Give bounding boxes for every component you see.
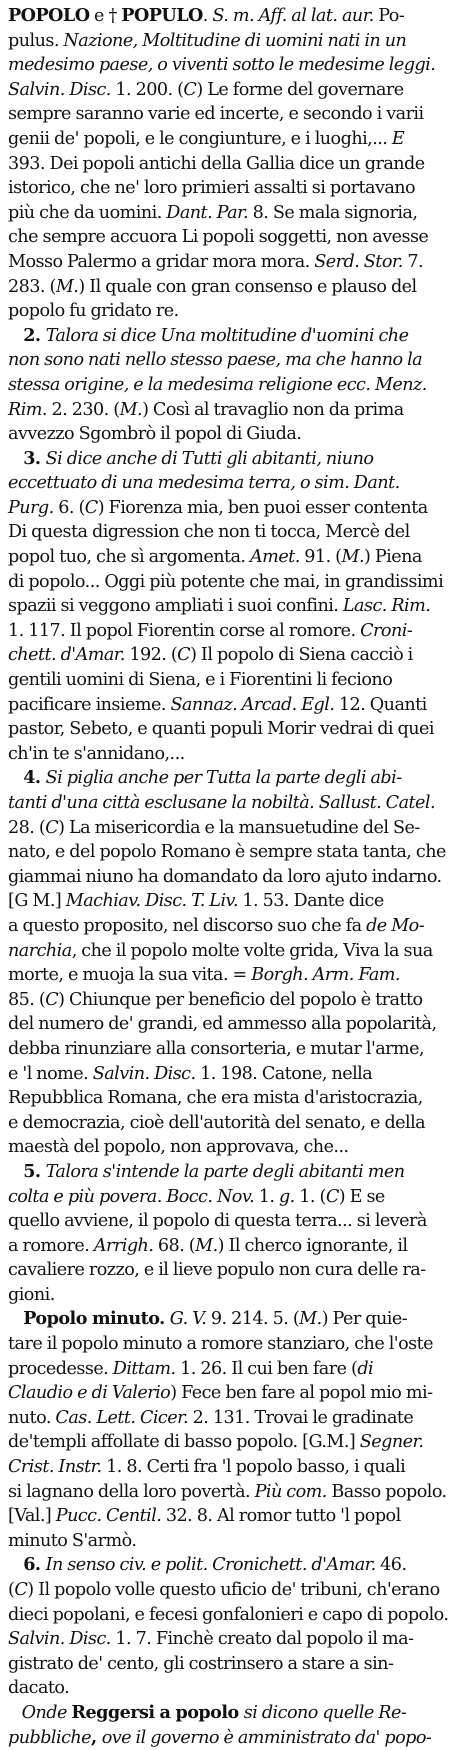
text-run: si dicono quelle Re- [243, 1702, 407, 1723]
text-run: istorico, che ne' loro primieri assalti si portavano [8, 178, 416, 199]
entry-text [8, 4, 463, 1750]
text-run: . [202, 6, 213, 26]
text-run: popol tuo, che sì argomenta. [8, 547, 251, 568]
text-line [8, 1406, 463, 1431]
text-line [8, 1529, 463, 1554]
text-run: cavaliere rozzo, e il lieve populo non cura delle ra- [8, 1260, 426, 1281]
text-run: C [325, 1186, 339, 1207]
text-line [8, 1553, 463, 1578]
text-run: 2. [8, 324, 46, 346]
text-run: Amet. [250, 547, 300, 568]
text-run: ) Per quie- [321, 1309, 408, 1330]
text-run: medesimo paese, o viventi sotto le medesime leggi. [8, 55, 436, 76]
text-run: più che da uomini. [8, 202, 167, 223]
text-run: Dant. Par. [166, 202, 249, 223]
text-run: 1. [254, 1186, 279, 1207]
text-run: [G M.] [8, 891, 66, 912]
text-run: ) Le forme del governare [196, 79, 404, 100]
text-run: popolo fu gridato re. [8, 301, 179, 322]
text-line [8, 299, 463, 324]
text-line [8, 545, 463, 570]
text-line [8, 1283, 463, 1308]
text-line [8, 250, 463, 275]
text-run: 68. ( [153, 1235, 196, 1256]
text-run: Talora s'intende la parte degli abitanti men [45, 1161, 405, 1182]
text-run: genii de' popoli, e le congiunture, e i luoghi,... [8, 128, 392, 149]
text-line [8, 324, 463, 349]
text-run: stessa origine, e la medesima religione ecc. Menz. [8, 374, 427, 395]
text-line [8, 791, 463, 816]
text-line [8, 1012, 463, 1037]
text-run: C [183, 79, 197, 100]
text-run: Claudio e di Valerio [8, 1383, 171, 1404]
text-run: 1. 200. ( [110, 79, 184, 100]
text-run: gistrato de' cento, gli costrinsero a stare a sin- [8, 1653, 394, 1674]
text-line [8, 1062, 463, 1087]
text-run: 7. [402, 251, 424, 272]
text-run: Di questa digression che non ti tocca, Mercè del [8, 522, 410, 543]
text-run: C [177, 645, 191, 666]
text-run: G. V. [169, 1309, 207, 1330]
text-run: 28. ( [8, 817, 46, 838]
text-run: pastor, Sebeto, e quanti populi Morir vedrai di quei [8, 719, 434, 740]
text-run: ) Il popolo di Siena cacciò i [190, 645, 413, 666]
text-run: M. [55, 276, 79, 297]
text-line [8, 865, 463, 890]
text-run: 2. 131. Trovai le gradinate [188, 1407, 414, 1428]
text-line [8, 963, 463, 988]
text-run: C [84, 497, 98, 518]
text-run: [Val.] [8, 1506, 56, 1527]
text-run: 1. 198. Catone, nella [195, 1063, 373, 1084]
text-line [8, 619, 463, 644]
text-run: sempre saranno varie ed incerte, e secondo i varii [8, 104, 424, 125]
text-line [8, 398, 463, 423]
text-run: 6. [8, 1554, 46, 1576]
text-run: tanti d'una città esclusane la nobiltà. Sallust. Catel. [8, 793, 436, 813]
text-line [8, 176, 463, 201]
text-run: nato, e del popolo Romano è sempre stata tanta, che [8, 842, 446, 863]
text-run: e democrazia, cioè dell'autorità del senato, e della [8, 1112, 426, 1133]
text-line [8, 152, 463, 177]
text-line [8, 594, 463, 619]
text-run: 192. ( [124, 645, 178, 666]
text-run: ) Così al travaglio non da prima [142, 399, 404, 420]
text-run: Salvin. Disc. [92, 1063, 196, 1084]
text-run: minuto S'armò. [8, 1530, 137, 1551]
text-run: ) Fece ben fare al popol mio mi- [170, 1383, 433, 1404]
text-line [8, 1086, 463, 1111]
text-run: a questo proposito, nel discorso suo che fa [8, 915, 367, 936]
text-run: C [45, 817, 59, 838]
text-line [8, 1135, 463, 1160]
text-line [8, 1332, 463, 1357]
text-run: C [45, 989, 59, 1010]
text-line [8, 693, 463, 718]
text-line [8, 225, 463, 250]
text-run: Pucc. Centil. [55, 1506, 162, 1527]
text-run: 5. [8, 1160, 46, 1182]
text-run: 1. 7. Finchè creato dal popolo il ma- [110, 1629, 414, 1650]
text-line [8, 29, 463, 54]
text-line [8, 422, 463, 447]
text-run: 6. ( [53, 497, 85, 518]
text-run: Salvin. Disc. [8, 1629, 111, 1650]
headword: POPOLO [8, 5, 90, 26]
text-run: colta e più povera. Bocc. Nov. [8, 1186, 255, 1207]
text-run: 85. ( [8, 989, 46, 1010]
text-run: Cas. Lett. Cicer. [55, 1407, 189, 1428]
text-run: 1. 53. Dante dice [237, 891, 384, 912]
text-run: ch'in te s'annidano,... [8, 743, 185, 764]
text-line [8, 816, 463, 841]
text-line [8, 840, 463, 865]
text-run: Nazione, Moltitudine di uomini nati in un [63, 30, 407, 51]
text-run: ( [8, 1580, 15, 1600]
text-run: Talora si dice Una moltitudine d'uomini che [45, 325, 409, 346]
text-run: ) Il quale con gran consenso e plauso del [78, 276, 417, 297]
text-line [8, 1185, 463, 1210]
text-run: Si dice anche di Tutti gli abitanti, niuno [45, 448, 374, 469]
text-run: a romore. [8, 1235, 94, 1256]
text-run: de'templi affollate di basso popolo. [G.M.] [8, 1432, 360, 1453]
text-line [8, 520, 463, 545]
text-run: M. [299, 1309, 322, 1330]
text-run: pulus. [8, 30, 64, 51]
text-run: pubbliche [8, 1727, 92, 1748]
text-line [8, 1357, 463, 1382]
text-run: Onde [8, 1702, 72, 1723]
text-line [8, 1701, 463, 1726]
text-run: ) Chiunque per beneficio del popolo è tratto [58, 989, 423, 1010]
text-run: Repubblica Romana, che era mista d'aristocrazia, [8, 1088, 423, 1109]
text-run: Serd. Stor. [314, 251, 403, 272]
text-run: spazii si veggono ampliati i suoi confini. [8, 596, 343, 617]
text-run: pacificare insieme. [8, 694, 171, 715]
text-line [8, 1578, 463, 1603]
text-run: 1. ( [294, 1186, 326, 1207]
text-run: maestà del popolo, non approvava, che... [8, 1137, 349, 1158]
text-run: Po- [373, 6, 405, 26]
text-run: nuto. [8, 1407, 56, 1428]
text-run: de Mo- [366, 915, 425, 936]
text-run: C [14, 1580, 28, 1600]
text-run: chett. d'Amar. [8, 645, 125, 666]
text-line [8, 1504, 463, 1529]
text-line [8, 914, 463, 939]
text-run: M. [195, 1235, 218, 1256]
text-run: 1. 117. Il popol Fiorentin corse al romore. [8, 620, 361, 641]
text-line [8, 53, 463, 78]
text-run: 1. 26. Il cui ben fare ( [175, 1358, 358, 1379]
text-run: di popolo... Oggi più potente che mai, in grandissimi [8, 571, 444, 592]
text-run: 283. ( [8, 276, 56, 297]
text-line [8, 1652, 463, 1677]
text-run: Si piglia anche per Tutta la parte degli abi- [45, 768, 402, 789]
text-run: g. [278, 1186, 295, 1207]
text-run: Salvin. Disc. [8, 79, 111, 100]
text-line [8, 4, 463, 29]
text-line [8, 496, 463, 521]
text-run: che sempre accuora Li popoli soggetti, non avesse [8, 227, 429, 248]
text-line [8, 373, 463, 398]
text-run: Sannaz. Arcad. Egl. [170, 694, 335, 715]
text-run: giammai niuno ha domandato da loro ajuto indarno. [8, 866, 442, 887]
text-line [8, 447, 463, 472]
text-run: M. [341, 547, 364, 568]
text-run: Arrigh. [93, 1235, 154, 1256]
text-run: 32. 8. Al romor tutto 'l popol [161, 1506, 401, 1527]
text-line [8, 1455, 463, 1480]
text-line [8, 668, 463, 693]
text-run: Borgh. Arm. Fam. [251, 965, 400, 986]
text-line [8, 1160, 463, 1185]
text-run: ) La misericordia e la mansuetudine del Se- [58, 817, 420, 838]
text-run: Segner. [359, 1432, 424, 1453]
text-run: 46. [375, 1555, 407, 1576]
text-run: gioni. [8, 1284, 55, 1305]
text-line [8, 1603, 463, 1628]
text-run: S. m. Aff. al lat. aur. [212, 6, 374, 26]
text-run: 8. Se mala signoria, [248, 202, 418, 223]
text-run: quello avviene, il popolo di questa terra... si leverà [8, 1211, 427, 1232]
text-line [8, 1627, 463, 1652]
text-run: dieci popolani, e fecesi gonfalonieri e capo di popolo. [8, 1604, 449, 1625]
text-run: eccettuato di una medesima terra, o sim. Dant. [8, 473, 400, 494]
text-run: Rim. [8, 399, 47, 420]
text-run: dacato. [8, 1678, 70, 1699]
text-line [8, 201, 463, 226]
text-line [8, 1381, 463, 1406]
text-line [8, 570, 463, 595]
text-line [8, 1307, 463, 1332]
text-line [8, 742, 463, 767]
text-run: 1. 8. Certi fra 'l popolo basso, i quali [101, 1457, 406, 1478]
text-line [8, 1726, 463, 1750]
text-line [8, 348, 463, 373]
text-run: Crist. Instr. [8, 1457, 102, 1478]
text-run: debba rinunziare alla consorteria, e mutar l'arme, [8, 1038, 425, 1059]
text-line [8, 1111, 463, 1136]
text-line [8, 1209, 463, 1234]
text-line [8, 1037, 463, 1062]
text-run: Mosso Palermo a gridar mora mora. [8, 251, 315, 272]
text-line [8, 988, 463, 1013]
text-run: 12. Quanti [334, 694, 427, 715]
text-run: di [357, 1358, 374, 1379]
text-line [8, 766, 463, 791]
text-run: ) Il cherco ignorante, il [217, 1235, 408, 1256]
text-run: 3. [8, 447, 46, 469]
text-run: si lagnano della loro povertà. [8, 1481, 255, 1502]
text-run: ove il governo è amministrato da' popo- [101, 1727, 432, 1748]
text-line [8, 78, 463, 103]
text-run: ) E se [338, 1186, 385, 1207]
text-line [8, 1430, 463, 1455]
text-run: Croni- [360, 620, 413, 641]
text-run: 91. ( [299, 547, 342, 568]
text-run: 2. 230. ( [46, 399, 120, 420]
text-line [8, 717, 463, 742]
text-run: e † [89, 6, 122, 26]
text-run: non sono nati nello stesso paese, ma che hanno la [8, 350, 423, 371]
text-run: avvezzo Sgombrò il popol di Giuda. [8, 424, 302, 445]
text-line [8, 127, 463, 152]
text-run: tare il popolo minuto a romore stanziaro, che l'oste [8, 1334, 433, 1355]
text-line [8, 1480, 463, 1505]
text-run: procedesse. [8, 1358, 113, 1379]
text-run: POPULO [121, 5, 203, 26]
text-line [8, 1234, 463, 1259]
text-line [8, 643, 463, 668]
text-run: Popolo minuto. [8, 1308, 170, 1330]
text-run: Machiav. Disc. T. Liv. [65, 891, 238, 912]
text-run: narchia [8, 940, 72, 961]
text-run: Purg. [8, 497, 54, 518]
text-run: , che il popolo molte volte grida, Viva la sua [71, 940, 433, 961]
text-run: e 'l nome. [8, 1063, 93, 1084]
text-line [8, 889, 463, 914]
text-run: Lasc. Rim. [342, 596, 431, 617]
text-run: 4. [8, 767, 46, 789]
text-run: , [91, 1726, 102, 1748]
text-run: In senso civ. e polit. Cronichett. d'Amar. [45, 1555, 376, 1576]
text-run: E [391, 128, 405, 149]
text-line [8, 275, 463, 300]
text-run: ) Fiorenza mia, ben puoi esser contenta [97, 497, 428, 518]
text-line [8, 471, 463, 496]
text-run: Dittam. [112, 1358, 176, 1379]
text-run: Reggersi a popolo [71, 1701, 244, 1723]
text-line [8, 939, 463, 964]
text-run: 393. Dei popoli antichi della Gallia dice un grande [8, 153, 425, 174]
text-run: morte, e muoja la sua vita. = [8, 965, 252, 986]
text-run: ) Piena [364, 547, 422, 568]
text-run: del numero de' grandi, ed ammesso alla popolarità, [8, 1014, 437, 1035]
text-line [8, 1258, 463, 1283]
text-run: 9. 214. 5. ( [206, 1309, 300, 1330]
text-line [8, 102, 463, 127]
text-run: M. [119, 399, 143, 420]
text-run: gentili uomini di Siena, e i Fiorentini li feciono [8, 670, 393, 691]
text-run: ) Il popolo volle questo uficio de' tribuni, ch'erano [27, 1580, 440, 1600]
text-line [8, 1676, 463, 1701]
text-run: Più com. [254, 1481, 327, 1502]
text-run: Basso popolo. [326, 1481, 447, 1502]
